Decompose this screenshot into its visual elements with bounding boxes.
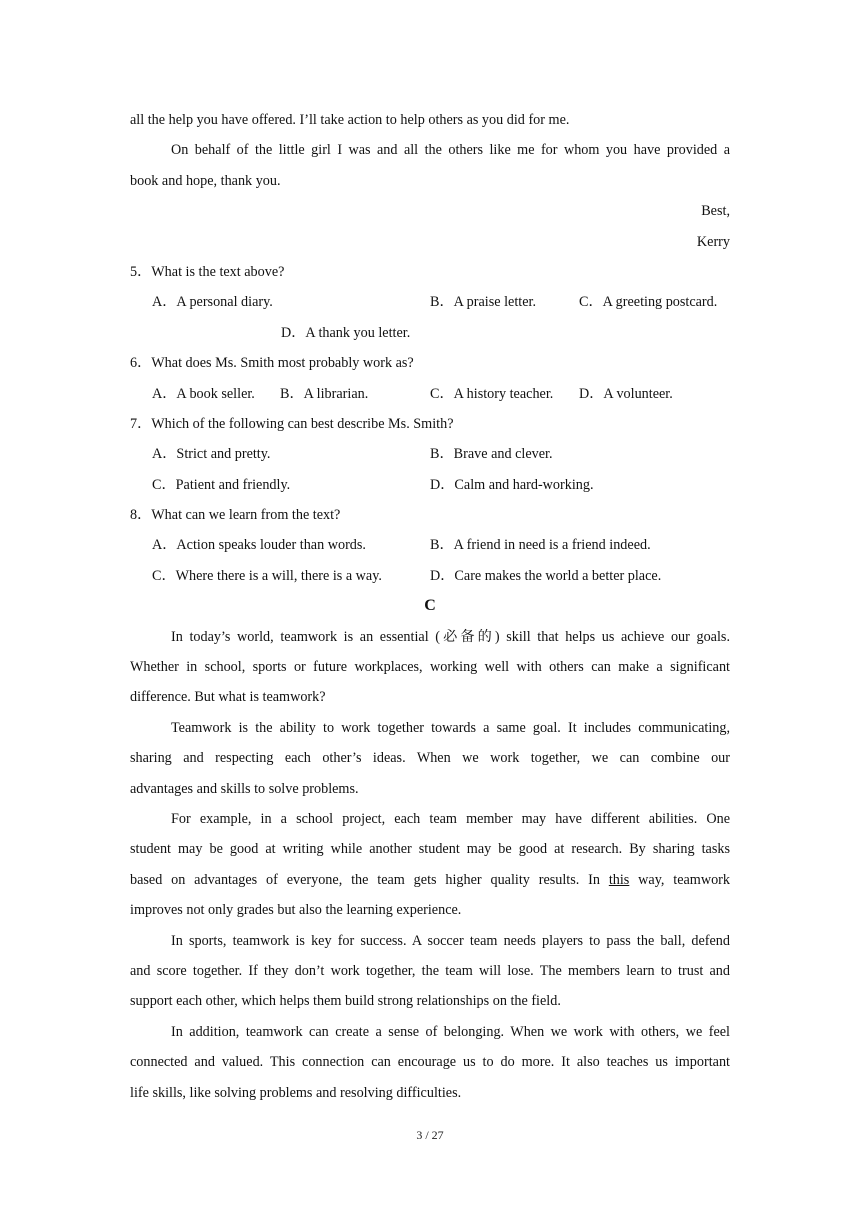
option-c: C．A history teacher. <box>430 385 554 402</box>
option-d: D．A volunteer. <box>579 385 673 402</box>
paragraph-line: improves not only grades but also the learning experience. <box>130 902 462 919</box>
section-heading: C <box>424 597 436 615</box>
option-a: A．A book seller. <box>152 385 255 402</box>
letter-line: On behalf of the little girl I was and all the others like me for whom you have provided a <box>171 142 730 159</box>
page-number: 3 / 27 <box>416 1128 444 1142</box>
option-c: C．Patient and friendly. <box>152 476 291 493</box>
question-6-stem: 6．What does Ms. Smith most probably work as? <box>130 355 414 372</box>
paragraph-line: difference. But what is teamwork? <box>130 689 326 706</box>
option-c: C．Where there is a will, there is a way. <box>152 567 382 584</box>
question-8-stem: 8．What can we learn from the text? <box>130 507 341 524</box>
option-d: D．Calm and hard-working. <box>430 476 594 493</box>
option-c: C．A greeting postcard. <box>579 294 718 311</box>
page-content <box>130 105 730 1108</box>
text-fragment: way, teamwork <box>629 871 730 888</box>
letter-line: book and hope, thank you. <box>130 172 281 189</box>
option-a: A．A personal diary. <box>152 294 273 311</box>
question-7-stem: 7．Which of the following can best describe Ms. Smith? <box>130 415 454 432</box>
option-a: A．Action speaks louder than words. <box>152 537 366 554</box>
question-6-options-row <box>130 379 730 409</box>
paragraph-line: and score together. If they don’t work together, the team will lose. The members learn to trust and <box>130 962 730 979</box>
paragraph-line: connected and valued. This connection can encourage us to do more. It also teaches us important <box>130 1054 730 1071</box>
paragraph-line <box>130 865 730 895</box>
question-8-options-row <box>130 561 730 591</box>
question-5-options-row <box>130 287 730 317</box>
option-d: D．Care makes the world a better place. <box>430 567 662 584</box>
paragraph-line: Teamwork is the ability to work together towards a same goal. It includes communicating, <box>171 719 730 736</box>
question-5-options-row <box>130 318 730 348</box>
paragraph-line: advantages and skills to solve problems. <box>130 780 359 797</box>
paragraph-line: sharing and respecting each other’s ideas. When we work together, we can combine our <box>130 750 730 767</box>
option-a: A．Strict and pretty. <box>152 446 271 463</box>
question-7-options-row <box>130 439 730 469</box>
letter-signature: Kerry <box>696 233 730 250</box>
question-8-options-row <box>130 530 730 560</box>
option-b: B．A praise letter. <box>430 294 536 311</box>
paragraph-line: In addition, teamwork can create a sense of belonging. When we work with others, we feel <box>171 1023 730 1040</box>
question-5-stem: 5．What is the text above? <box>130 263 285 280</box>
paragraph-line: In sports, teamwork is key for success. A soccer team needs players to pass the ball, defend <box>171 932 730 949</box>
paragraph-line: Whether in school, sports or future workplaces, working well with others can make a significant <box>130 659 730 676</box>
text-fragment: based on advantages of everyone, the team gets higher quality results. In <box>130 871 609 888</box>
letter-line: all the help you have offered. I’ll take action to help others as you did for me. <box>130 112 570 128</box>
underlined-word: this <box>608 871 630 888</box>
paragraph-line: For example, in a school project, each team member may have different abilities. One <box>171 810 730 827</box>
question-7-options-row <box>130 470 730 500</box>
option-d: D．A thank you letter. <box>281 324 411 341</box>
paragraph-line: In today’s world, teamwork is an essential (必备的) skill that helps us achieve our goals. <box>171 628 730 645</box>
option-b: B．A librarian. <box>280 385 369 402</box>
paragraph-line: support each other, which helps them build strong relationships on the field. <box>130 993 561 1010</box>
paragraph-line: life skills, like solving problems and resolving difficulties. <box>130 1084 462 1101</box>
paragraph-line: student may be good at writing while another student may be good at research. By sharing tasks <box>130 841 730 858</box>
letter-closing: Best, <box>701 203 730 220</box>
option-b: B．Brave and clever. <box>430 446 553 463</box>
option-b: B．A friend in need is a friend indeed. <box>430 537 651 554</box>
